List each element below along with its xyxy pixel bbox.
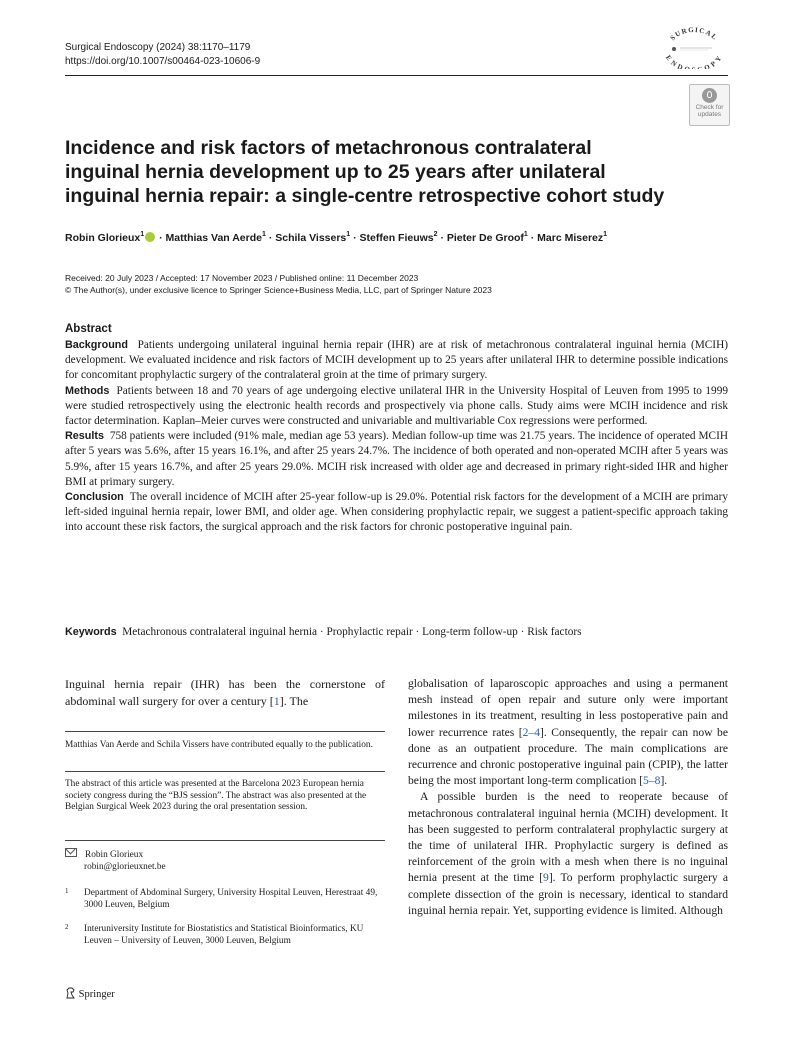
check-updates-line2: updates — [697, 111, 722, 118]
publisher-footer — [65, 987, 115, 1000]
orcid-icon[interactable] — [145, 232, 155, 242]
author-name[interactable]: Robin Glorieux — [65, 232, 141, 244]
doi-link[interactable]: https://doi.org/10.1007/s00464-023-10606-9 — [65, 56, 261, 67]
author-name[interactable]: Schila Vissers — [275, 232, 347, 244]
journal-logo — [660, 27, 728, 69]
footnote-presented: The abstract of this article was presented at the Barcelona 2023 European hernia society congress during the “BJS session”. The abstract was also presented at the Belgian Surgical Week 2023 during the oral presentation session. — [65, 779, 367, 812]
citation-link[interactable]: 5–8 — [643, 774, 661, 788]
author-list: Robin Glorieux$^1$ · Matthias Van Aerde$^1$ · Schila Vissers$^1$ · Steffen Fieuws$^2$ · Pieter De Groof$^1$ · Marc Miserez$^1$ — [65, 231, 608, 244]
body-text: Inguinal hernia repair (IHR) has been the cornerstone of abdominal wall surgery for over a century [ — [65, 677, 385, 708]
citation-link[interactable]: 9 — [543, 871, 549, 885]
abstract-results — [65, 429, 728, 490]
body-paragraph — [408, 676, 728, 789]
envelope-icon — [65, 848, 77, 857]
journal-citation — [65, 41, 260, 69]
body-text: ]. The — [279, 694, 309, 708]
footnote-equal-contribution: Matthias Van Aerde and Schila Vissers have contributed equally to the publication. — [65, 740, 373, 750]
check-updates-line1: Check for — [695, 104, 724, 111]
affiliation — [65, 887, 385, 911]
citation-link[interactable]: 1 — [273, 694, 280, 708]
header-rule — [65, 75, 728, 76]
author-affiliation: 1 — [603, 231, 608, 238]
section-text: Patients undergoing unilateral inguinal hernia repair (IHR) are at risk of metachronous contralateral inguinal hernia (MCIH) development. We evaluated incidence and risk factors of MCIH development up to 25 years after unilateral IHR to determine possible indications for concomitant prophylactic surgery of the contralateral groin at the time of primary surgery. — [65, 339, 728, 382]
copyright-line: © The Author(s), under exclusive licence to Springer Science+Business Media, LLC, part of Springer Nature 2023 — [65, 285, 492, 295]
citation-link[interactable]: 2–4 — [522, 725, 541, 739]
section-label: Methods — [65, 384, 110, 397]
footnote-rule — [65, 771, 385, 772]
section-label: Conclusion — [65, 491, 124, 504]
affiliation-text: Interuniversity Institute for Biostatistics and Statistical Bioinformatics, KU Leuven – University of Leuven, 3000 Leuven, Belgium — [84, 924, 364, 946]
keywords-label: Keywords — [65, 626, 117, 638]
body-column-left — [65, 676, 385, 710]
abstract-background — [65, 338, 728, 384]
springer-horse-icon — [65, 987, 76, 999]
logo-text-bottom: END OPY — [664, 53, 724, 69]
author-name[interactable]: Steffen Fieuws — [359, 232, 434, 244]
body-text: ]. Consequently, the repair can now be done as an outpatient procedure. The main complications are recurrence and chronic postoperative inguinal pain (CPIP), the latter being the most important long-term complication [ — [408, 725, 729, 788]
publisher-name: Springer — [78, 989, 115, 1000]
abstract-heading: Abstract — [65, 323, 112, 335]
section-label: Results — [65, 430, 105, 443]
section-label: Background — [65, 339, 128, 351]
logo-text-top: SURGICAL — [668, 27, 720, 43]
abstract-conclusion — [65, 490, 728, 536]
corresponding-author — [65, 848, 166, 873]
contact-email[interactable]: robin@glorieuxnet.be — [84, 862, 166, 872]
contact-name: Robin Glorieux — [85, 850, 144, 860]
affiliation — [65, 923, 385, 947]
section-text: 758 patients were included (91% male, median age 53 years). Median follow-up time was 21.75 years. The incidence of operated MCIH after 5 years was 5.6%, after 15 years 16.1%, and after 25 years 24.7%. The incidence of both operated and non-operated MCIH after 5 years was 5.9%, after 15 years 16.7%, and after 25 years 29.0%. MCIH risk increased with older age and decreased in primary right-sided IHR and higher BMI at primary surgery. — [65, 430, 728, 488]
author-affiliation: 1 — [346, 231, 351, 238]
svg-text:ENDOSCOPY — [664, 54, 724, 69]
body-paragraph — [408, 789, 728, 919]
body-column-right — [408, 676, 728, 919]
section-text: The overall incidence of MCIH after 25-year follow-up is 29.0%. Potential risk factors for the development of a MCIH are primary left-sided inguinal hernia repair, lower BMI, and older age. When considering prophylactic repair, we suggest a patient-specific approach taking into account these risk factors, the surgical approach and the risk factors for chronic postoperative inguinal pain. — [65, 491, 728, 534]
author-name[interactable]: Matthias Van Aerde — [165, 232, 262, 244]
check-for-updates-badge[interactable] — [689, 84, 730, 126]
body-text: ]. — [660, 774, 668, 788]
footnote-rule — [65, 840, 385, 841]
abstract-body — [65, 338, 728, 536]
keywords-list: Metachronous contralateral inguinal hernia · Prophylactic repair · Long-term follow-up · Risk factors — [122, 626, 582, 638]
affiliation-number: 2 — [65, 923, 69, 931]
author-name[interactable]: Marc Miserez — [537, 232, 604, 244]
body-text: globalisation of laparoscopic approaches and using a permanent mesh instead of open repair and suture only were important milestones in its treatment, resulting in less postoperative pain and lower recurrence rates [ — [408, 677, 728, 739]
check-updates-icon — [702, 88, 717, 103]
author-name[interactable]: Pieter De Groof — [446, 232, 524, 244]
author-affiliation: 1 — [140, 231, 145, 238]
body-text: ]. To perform prophylactic surgery a complete dissection of the groin is necessary, identical to standard inguinal hernia repair. Yet, supporting evidence is limited. Although — [408, 871, 728, 917]
affiliation-number: 1 — [65, 887, 69, 895]
body-text: A possible burden is the need to reoperate because of metachronous contralateral inguinal hernia (MCIH) development. It has been suggested to perform contralateral prophylactic surgery at the time of unilateral IHR. Prophylactic surgery is defined as reinforcement of the groin with a mesh when there is no inguinal hernia present at the time [ — [408, 790, 728, 885]
journal-name: Surgical Endoscopy (2024) 38:1170–1179 — [65, 42, 251, 53]
section-text: Patients between 18 and 70 years of age undergoing elective unilateral IHR in the University Hospital of Leuven from 1995 to 1999 were studied retrospectively using the electronic health records and prospectively via phone calls. Study aims were MCIH incidence and risk factor determination. Kaplan–Meier curves were constructed and univariable and multivariable Cox regressions were performed. — [65, 384, 728, 428]
article-title: Incidence and risk factors of metachronous contralateral inguinal hernia development up to 25 years after unilateral inguinal hernia repair: a single-centre retrospective cohort study — [65, 137, 665, 207]
svg-text:SURGICAL — [669, 27, 720, 42]
publication-dates — [65, 272, 492, 296]
author-affiliation: 1 — [523, 231, 528, 238]
dates-line: Received: 20 July 2023 / Accepted: 17 November 2023 / Published online: 11 December 2023 — [65, 273, 419, 283]
author-affiliation: 1 — [262, 231, 266, 238]
footnote-rule — [65, 731, 385, 732]
author-affiliation: 2 — [433, 231, 438, 238]
keywords — [65, 626, 728, 638]
affiliation-text: Department of Abdominal Surgery, University Hospital Leuven, Herestraat 49, 3000 Leuven, Belgium — [84, 888, 378, 910]
abstract-methods — [65, 384, 728, 430]
